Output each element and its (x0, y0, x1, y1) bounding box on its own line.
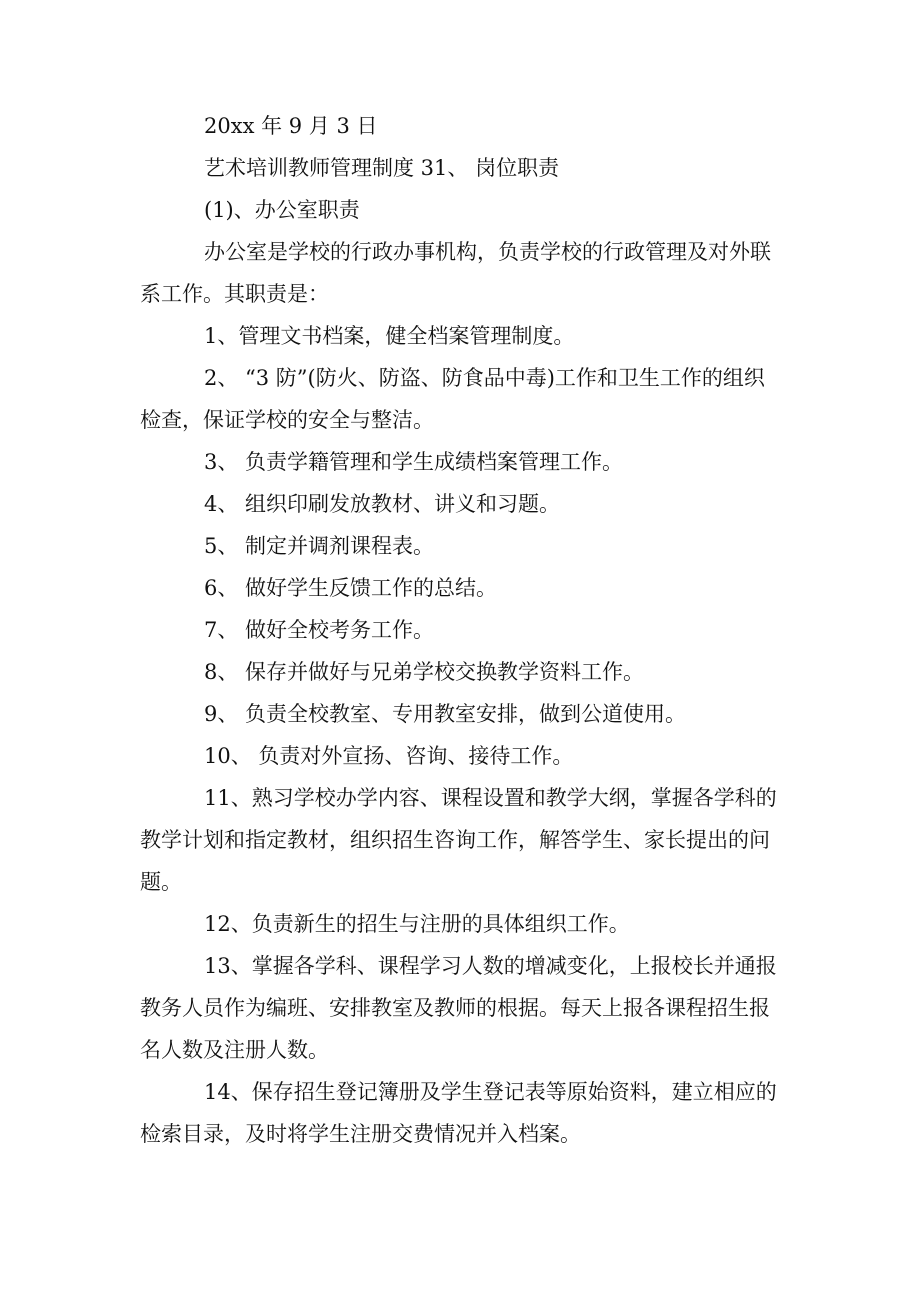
list-item-3: 3、 负责学籍管理和学生成绩档案管理工作。 (204, 450, 624, 474)
list-item-7: 7、 做好全校考务工作。 (204, 618, 435, 642)
list-item-12: 12、负责新生的招生与注册的具体组织工作。 (204, 912, 630, 936)
list-item-13: 13、掌握各学科、课程学习人数的增减变化，上报校长并通报教务人员作为编班、安排教室及教师的根据。每天上报各课程招生报名人数及注册人数。 (140, 954, 777, 1062)
list-item-6: 6、 做好学生反馈工作的总结。 (204, 576, 498, 600)
list-item-5: 5、 制定并调剂课程表。 (204, 534, 435, 558)
list-item-8: 8、 保存并做好与兄弟学校交换教学资料工作。 (204, 660, 645, 684)
list-item-1: 1、管理文书档案，健全档案管理制度。 (204, 324, 575, 348)
document-title: 艺术培训教师管理制度 31、 岗位职责 (204, 156, 560, 180)
section-heading: (1)、办公室职责 (204, 198, 360, 222)
list-item-4: 4、 组织印刷发放教材、讲义和习题。 (204, 492, 561, 516)
list-item-11: 11、熟习学校办学内容、课程设置和教学大纲，掌握各学科的教学计划和指定教材，组织招生咨询工作，解答学生、家长提出的问题。 (140, 786, 777, 894)
list-item-14: 14、保存招生登记簿册及学生登记表等原始资料，建立相应的检索目录，及时将学生注册交费情况并入档案。 (140, 1080, 777, 1146)
document-date: 20xx 年 9 月 3 日 (204, 114, 378, 138)
intro-paragraph: 办公室是学校的行政办事机构，负责学校的行政管理及对外联系工作。其职责是： (140, 240, 771, 306)
list-item-10: 10、 负责对外宣扬、咨询、接待工作。 (204, 744, 574, 768)
list-item-2: 2、 “3 防”(防火、防盗、防食品中毒)工作和卫生工作的组织检查，保证学校的安全与整洁。 (140, 366, 765, 432)
list-item-9: 9、 负责全校教室、专用教室安排，做到公道使用。 (204, 702, 687, 726)
